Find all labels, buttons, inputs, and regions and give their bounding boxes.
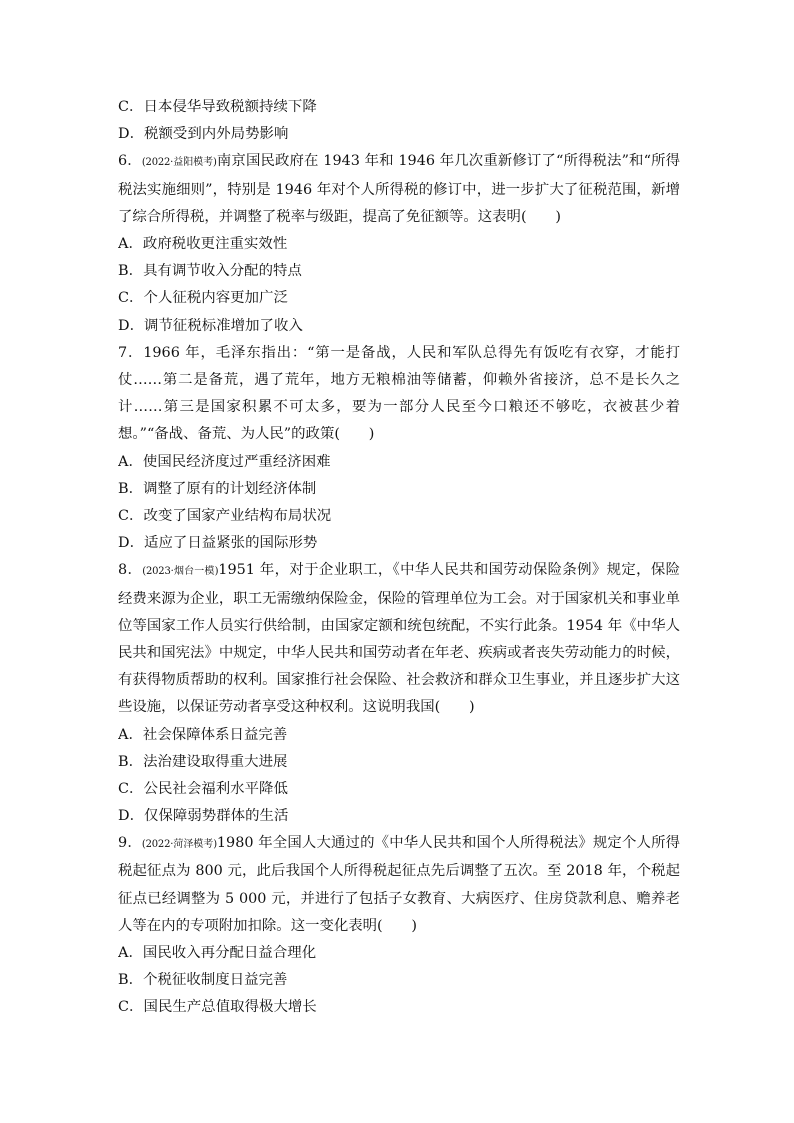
option-text: 改变了国家产业结构布局状况 <box>143 507 332 524</box>
option-text: 使国民经济度过严重经济困难 <box>142 453 331 470</box>
option-text: 国民生产总值取得极大增长 <box>143 999 317 1016</box>
question-number: 7． <box>118 344 144 361</box>
question-stem <box>118 830 680 940</box>
option-text: 国民收入再分配日益合理化 <box>142 945 317 962</box>
question-text: 南京国民政府在 1943 年和 1946 年几次重新修订了“所得税法”和“所得税法实施细则”，特别是 1946 年对个人所得税的修订中，进一步扩大了征税范围，新增了综合所得税，并调整了税率与级距，提高了免征额等。这表明( ) <box>118 153 680 225</box>
question-6 <box>118 148 680 339</box>
option-text: 日本侵华导致税额持续下降 <box>143 99 317 115</box>
exam-content <box>118 94 680 1022</box>
option-letter: A． <box>118 235 143 252</box>
option-letter: B． <box>118 480 144 497</box>
option-a <box>118 940 680 967</box>
option-letter: D． <box>118 126 145 143</box>
question-9 <box>118 830 680 1021</box>
option-b <box>118 476 680 503</box>
prev-question-options <box>118 94 680 148</box>
option-text: 具有调节收入分配的特点 <box>143 263 302 280</box>
option-a <box>118 449 680 476</box>
option-letter: A． <box>118 453 143 470</box>
option-c <box>118 94 680 121</box>
question-number: 8． <box>118 562 143 579</box>
option-letter: D． <box>118 535 145 552</box>
question-number: 9． <box>118 835 142 852</box>
option-b <box>118 967 680 994</box>
option-letter: B． <box>118 972 144 989</box>
question-stem <box>118 340 680 449</box>
option-d <box>118 803 680 830</box>
question-7 <box>118 340 680 558</box>
option-text: 社会保障体系日益完善 <box>142 726 288 743</box>
option-text: 调节征税标准增加了收入 <box>144 317 303 334</box>
option-letter: C． <box>118 99 144 115</box>
option-letter: D． <box>118 808 145 825</box>
option-text: 个税征收制度日益完善 <box>143 972 288 989</box>
option-a <box>118 722 680 749</box>
option-c <box>118 285 680 312</box>
option-a <box>118 231 680 258</box>
option-letter: A． <box>118 945 143 962</box>
option-b <box>118 749 680 776</box>
question-stem <box>118 557 680 721</box>
option-d <box>118 530 680 557</box>
option-text: 政府税收更注重实效性 <box>142 235 288 252</box>
question-text: 1951 年，对于企业职工，《中华人民共和国劳动保险条例》规定，保险经费来源为企业，职工无需缴纳保险金，保险的管理单位为工会。对于国家机关和事业单位等国家工作人员实行供给制，由国家定额和统包统配，不实行此条。1954 年《中华人民共和国宪法》中规定，中华人民共和国劳动者在年老、疾病或者丧失劳动能力的时候，有获得物质帮助的权利。国家推行社会保险、社会救济和群众卫生事业，并且逐步扩大这些设施，以保证劳动者享受这种权利。这说明我国( ) <box>118 562 681 716</box>
option-text: 税额受到内外局势影响 <box>144 126 289 143</box>
question-stem <box>118 148 680 231</box>
option-c <box>118 503 680 530</box>
option-letter: D． <box>118 317 145 334</box>
option-d <box>118 121 680 148</box>
question-8 <box>118 557 680 830</box>
option-letter: A． <box>118 726 143 743</box>
option-text: 个人征税内容更加广泛 <box>143 290 288 307</box>
question-text: 1966 年，毛泽东指出：“第一是备战，人民和军队总得先有饭吃有衣穿，才能打仗……第二是备荒，遇了荒年，地方无粮棉油等储蓄，仰赖外省接济，总不是长久之计……第三是国家积累不可太多，要为一部分人民至今口粮还不够吃，衣被甚少着想。”“备战、备荒、为人民”的政策( ) <box>118 344 681 443</box>
option-b <box>118 258 680 285</box>
question-text: 1980 年全国人大通过的《中华人民共和国个人所得税法》规定个人所得税起征点为 800 元，此后我国个人所得税起征点先后调整了五次。至 2018 年，个税起征点已经调整为 5 000 元，并进行了包括子女教育、大病医疗、住房贷款利息、赡养老人等在内的专项附加扣除。这一变化表明( ) <box>118 835 681 934</box>
option-text: 仅保障弱势群体的生活 <box>144 808 289 825</box>
option-text: 适应了日益紧张的国际形势 <box>144 535 318 552</box>
option-d <box>118 313 680 340</box>
question-source: (2022·菏泽模考) <box>141 839 217 851</box>
option-letter: C． <box>118 780 144 797</box>
option-text: 调整了原有的计划经济体制 <box>143 480 317 497</box>
option-letter: B． <box>118 753 144 770</box>
question-source: (2023·烟台一模) <box>142 566 219 578</box>
option-letter: C． <box>118 999 144 1016</box>
option-text: 公民社会福利水平降低 <box>143 780 288 797</box>
option-letter: C． <box>118 507 144 524</box>
question-source: (2022·益阳模考) <box>141 157 217 169</box>
option-c <box>118 776 680 803</box>
option-c <box>118 994 680 1021</box>
option-text: 法治建设取得重大进展 <box>143 753 288 770</box>
option-letter: C． <box>118 290 144 307</box>
option-letter: B． <box>118 263 144 280</box>
question-number: 6． <box>118 153 142 170</box>
